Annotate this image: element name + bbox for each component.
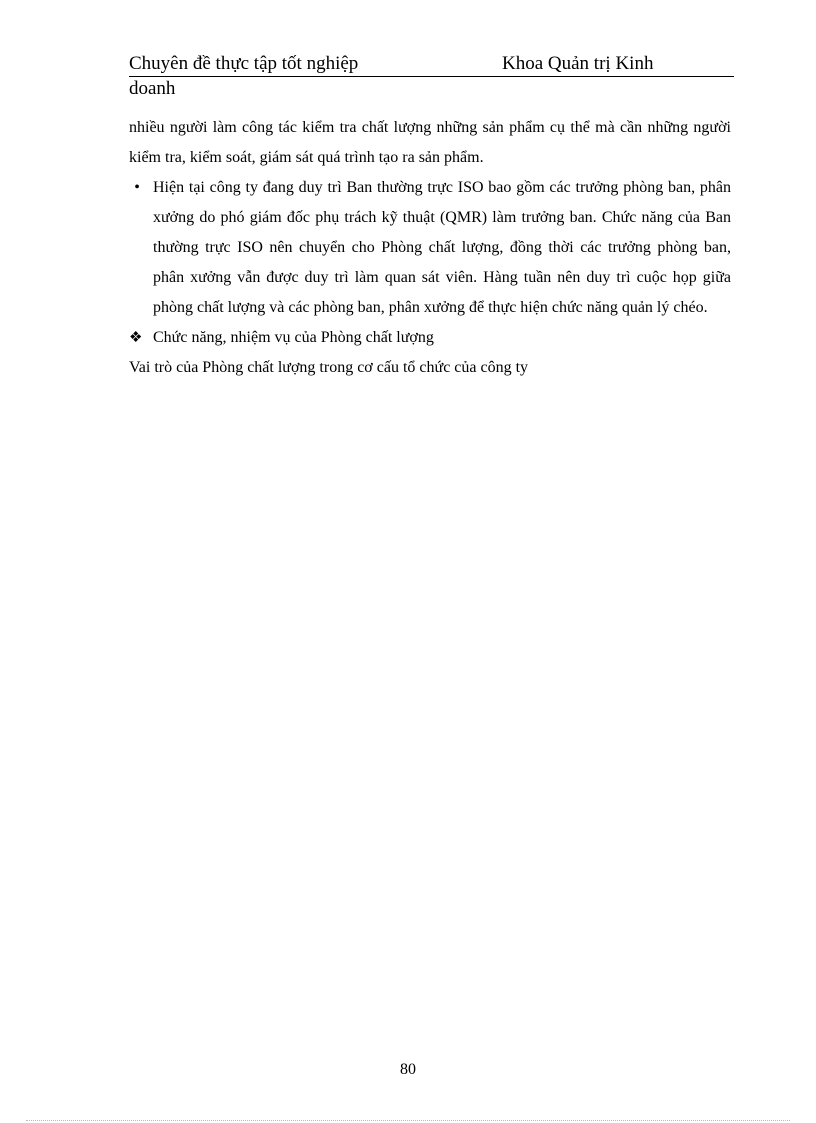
- page-body: [129, 113, 731, 383]
- bullet-icon: •: [134, 179, 140, 196]
- header-faculty-continuation: doanh: [129, 78, 176, 99]
- bullet-list-item: [129, 173, 731, 323]
- section-heading: Chức năng, nhiệm vụ của Phòng chất lượng: [153, 329, 434, 346]
- header-document-title: Chuyên đề thực tập tốt nghiệp: [129, 53, 359, 74]
- page-bottom-divider: [26, 1120, 790, 1121]
- closing-line: Vai trò của Phòng chất lượng trong cơ cấu tổ chức của công ty: [129, 359, 529, 376]
- header-faculty-name: Khoa Quản trị Kinh: [502, 53, 654, 74]
- section-heading-item: [129, 323, 731, 353]
- page-header: [129, 52, 734, 101]
- diamond-bullet-icon: ❖: [129, 330, 143, 346]
- intro-paragraph: nhiều người làm công tác kiểm tra chất lượng những sản phẩm cụ thể mà cần những người kiểm tra, kiểm soát, giám sát quá trình tạo ra sản phẩm.: [129, 119, 731, 166]
- header-line: [129, 52, 734, 77]
- bullet-item-text: Hiện tại công ty đang duy trì Ban thường trực ISO bao gồm các trưởng phòng ban, phân xưởng do phó giám đốc phụ trách kỹ thuật (QMR) làm trưởng ban. Chức năng của Ban thường trực ISO nên chuyển cho Phòng chất lượng, đồng thời các trưởng phòng ban, phân xưởng vẫn được duy trì làm quan sát viên. Hàng tuần nên duy trì cuộc họp giữa phòng chất lượng và các phòng ban, phân xưởng để thực hiện chức năng quản lý chéo.: [153, 179, 731, 316]
- page-number: 80: [400, 1061, 416, 1078]
